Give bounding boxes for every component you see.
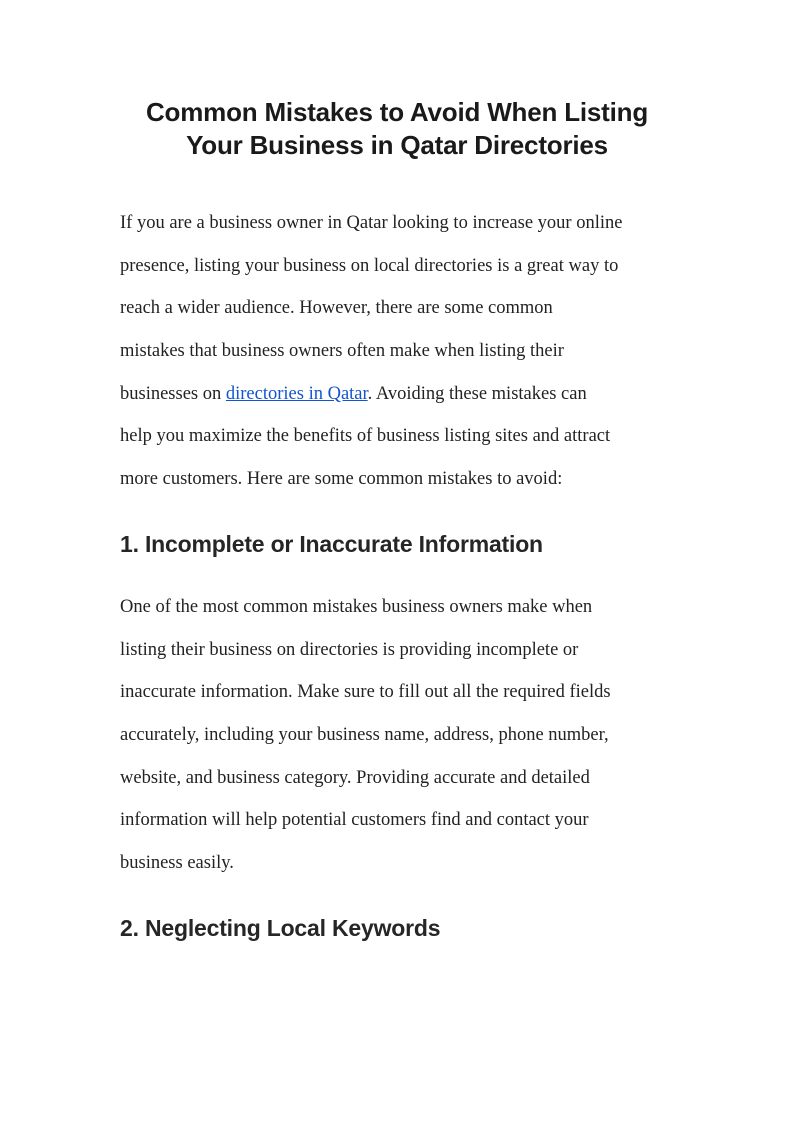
paragraph-line: accurately, including your business name, address, phone number, [120, 725, 609, 746]
directories-in-qatar-link[interactable]: directories in Qatar [225, 383, 368, 404]
paragraph-line: business easily. [120, 853, 234, 874]
section-heading-local-keywords: 2. Neglecting Local Keywords [120, 915, 441, 941]
paragraph-line: mistakes that business owners often make when listing their [120, 341, 564, 362]
page-title [100, 96, 694, 162]
paragraph-line: presence, listing your business on local directories is a great way to [120, 255, 619, 276]
section-heading-incomplete-information: 1. Incomplete or Inaccurate Information [120, 531, 543, 557]
text-after-link: . Avoiding these mistakes can [367, 383, 587, 404]
paragraph-line: reach a wider audience. However, there are some common [120, 298, 553, 319]
paragraph-line: inaccurate information. Make sure to fill out all the required fields [120, 682, 611, 703]
title-line: Your Business in Qatar Directories [186, 130, 608, 160]
paragraph-line: more customers. Here are some common mistakes to avoid: [120, 469, 563, 490]
title-line: Common Mistakes to Avoid When Listing [145, 97, 649, 127]
paragraph-line: help you maximize the benefits of business listing sites and attract [120, 426, 611, 447]
paragraph-line: information will help potential customers find and contact your [120, 810, 589, 831]
paragraph-line: If you are a business owner in Qatar looking to increase your online [120, 213, 623, 233]
paragraph-line: website, and business category. Providing accurate and detailed [120, 767, 590, 788]
intro-paragraph [120, 208, 680, 507]
section-1-paragraph [120, 592, 680, 891]
text-before-link: businesses on [120, 383, 226, 404]
paragraph-line: One of the most common mistakes business owners make when [120, 597, 593, 617]
paragraph-line-with-link [120, 379, 680, 422]
paragraph-line: listing their business on directories is providing incomplete or [120, 639, 579, 660]
